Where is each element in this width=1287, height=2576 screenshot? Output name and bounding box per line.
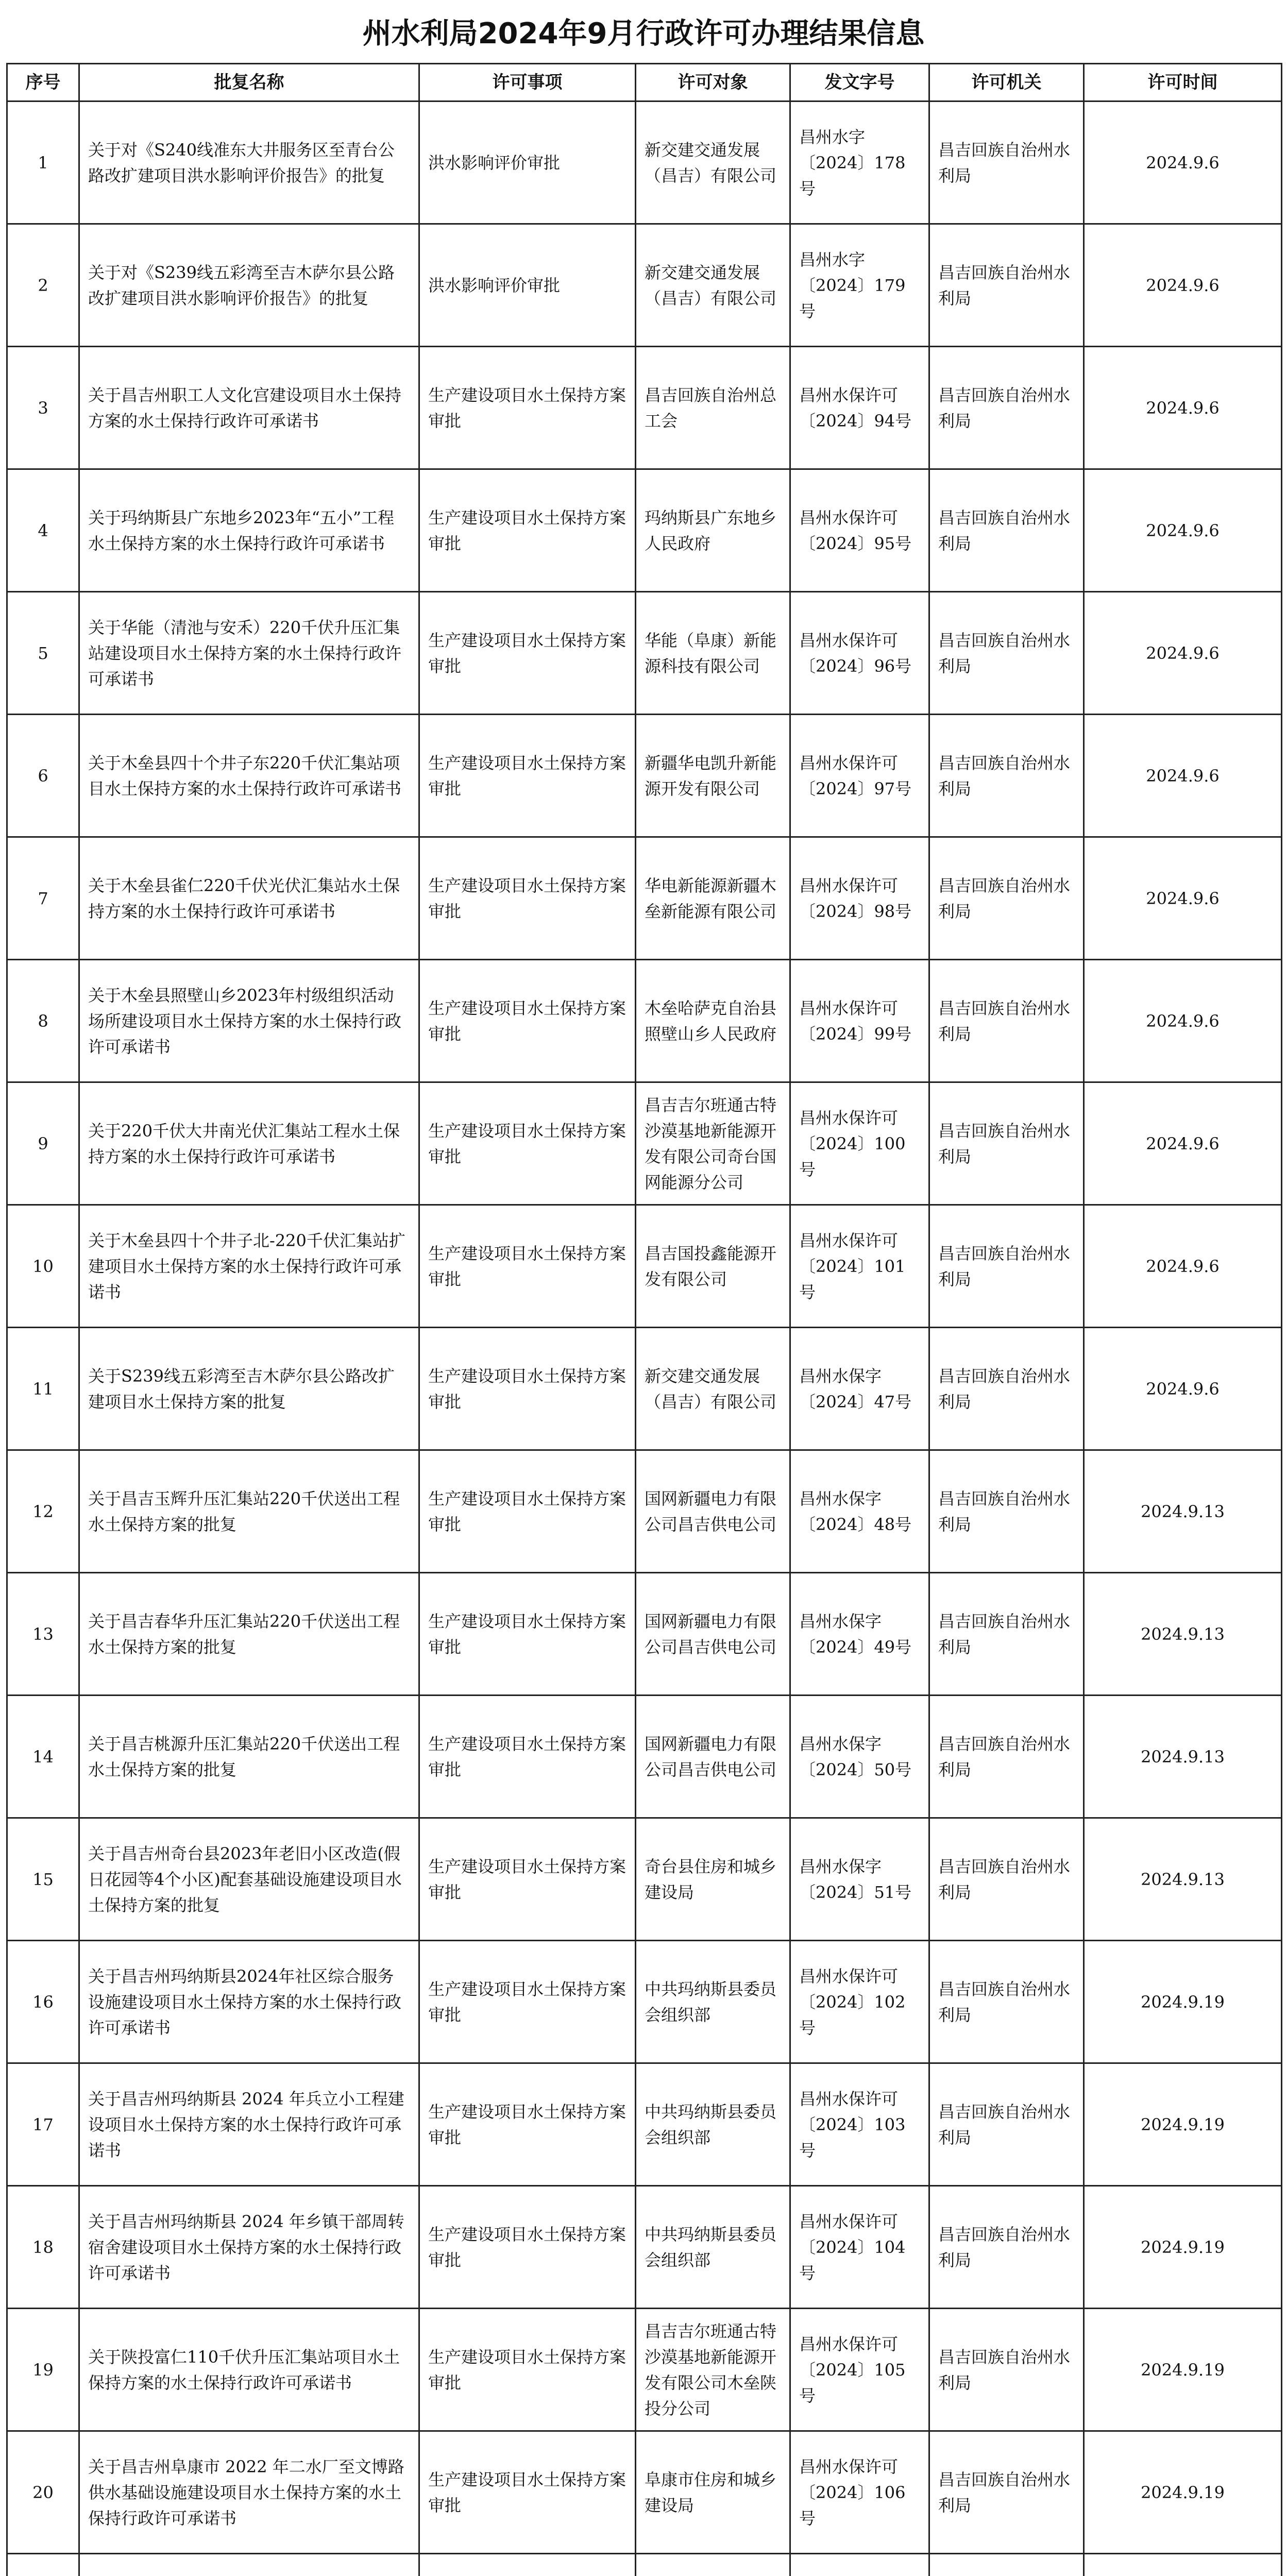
cell-no: 13 [7, 1573, 79, 1696]
table-row [7, 1328, 1282, 1450]
cell-no: 17 [7, 2063, 79, 2186]
cell-no: 8 [7, 960, 79, 1082]
cell-approval-name: 关于对《S240线准东大井服务区至青台公路改扩建项目洪水影响评价报告》的批复 [79, 101, 419, 224]
cell-permit-authority: 昌吉回族自治州水利局 [929, 1573, 1084, 1696]
cell-document-number: 昌州水保许可〔2024〕98号 [790, 837, 929, 960]
cell-permit-item: 洪水影响评价审批 [419, 224, 636, 347]
cell-permit-date: 2024.9.13 [1084, 1450, 1282, 1573]
cell-permit-item: 生产建设项目水土保持方案审批 [419, 2186, 636, 2309]
cell-permit-target [636, 2554, 790, 2576]
cell-permit-target: 国网新疆电力有限公司昌吉供电公司 [636, 1696, 790, 1818]
cell-permit-target: 国网新疆电力有限公司昌吉供电公司 [636, 1450, 790, 1573]
table-row [7, 2309, 1282, 2431]
cell-permit-target: 国网新疆电力有限公司昌吉供电公司 [636, 1573, 790, 1696]
cell-no: 14 [7, 1696, 79, 1818]
cell-approval-name: 关于木垒县四十个井子东220千伏汇集站项目水土保持方案的水土保持行政许可承诺书 [79, 715, 419, 837]
cell-permit-item: 生产建设项目水土保持方案审批 [419, 1082, 636, 1205]
cell-document-number [790, 2554, 929, 2576]
cell-permit-authority: 昌吉回族自治州水利局 [929, 2063, 1084, 2186]
cell-permit-item: 生产建设项目水土保持方案审批 [419, 1941, 636, 2063]
table-row [7, 2063, 1282, 2186]
cell-permit-date: 2024.9.19 [1084, 2309, 1282, 2431]
cell-approval-name: 关于陕投富仁110千伏升压汇集站项目水土保持方案的水土保持行政许可承诺书 [79, 2309, 419, 2431]
cell-approval-name: 关于木垒县照壁山乡2023年村级组织活动场所建设项目水土保持方案的水土保持行政许可承诺书 [79, 960, 419, 1082]
cell-permit-item: 生产建设项目水土保持方案审批 [419, 1450, 636, 1573]
header-target: 许可对象 [636, 64, 790, 101]
cell-permit-item: 生产建设项目水土保持方案审批 [419, 347, 636, 469]
cell-permit-authority: 昌吉回族自治州水利局 [929, 2186, 1084, 2309]
cell-permit-target: 中共玛纳斯县委员会组织部 [636, 2186, 790, 2309]
cell-permit-target: 玛纳斯县广东地乡人民政府 [636, 469, 790, 592]
cell-permit-date: 2024.9.6 [1084, 837, 1282, 960]
cell-document-number: 昌州水保字〔2024〕50号 [790, 1696, 929, 1818]
cell-no: 19 [7, 2309, 79, 2431]
table-row [7, 1205, 1282, 1328]
header-date: 许可时间 [1084, 64, 1282, 101]
cell-permit-authority: 昌吉回族自治州水利局 [929, 347, 1084, 469]
cell-permit-date: 2024.9.13 [1084, 1696, 1282, 1818]
cell-document-number: 昌州水保字〔2024〕47号 [790, 1328, 929, 1450]
cell-document-number: 昌州水保许可〔2024〕95号 [790, 469, 929, 592]
cell-approval-name: 关于S239线五彩湾至吉木萨尔县公路改扩建项目水土保持方案的批复 [79, 1328, 419, 1450]
cell-permit-target: 昌吉回族自治州总工会 [636, 347, 790, 469]
cell-permit-item: 生产建设项目水土保持方案审批 [419, 1328, 636, 1450]
cell-no: 20 [7, 2431, 79, 2554]
cell-permit-target: 昌吉国投鑫能源开发有限公司 [636, 1205, 790, 1328]
cell-document-number: 昌州水保许可〔2024〕102号 [790, 1941, 929, 2063]
cell-permit-target: 中共玛纳斯县委员会组织部 [636, 1941, 790, 2063]
cell-permit-target: 华能（阜康）新能源科技有限公司 [636, 592, 790, 715]
cell-permit-item: 生产建设项目水土保持方案审批 [419, 837, 636, 960]
cell-document-number: 昌州水字〔2024〕178号 [790, 101, 929, 224]
cell-document-number: 昌州水保许可〔2024〕104号 [790, 2186, 929, 2309]
cell-permit-authority: 昌吉回族自治州水利局 [929, 2431, 1084, 2554]
cell-permit-item: 生产建设项目水土保持方案审批 [419, 715, 636, 837]
cell-approval-name: 关于昌吉州玛纳斯县 2024 年乡镇干部周转宿舍建设项目水土保持方案的水土保持行政许可承诺书 [79, 2186, 419, 2309]
cell-permit-target: 中共玛纳斯县委员会组织部 [636, 2063, 790, 2186]
table-row [7, 469, 1282, 592]
cell-approval-name: 关于木垒县四十个井子北-220千伏汇集站扩建项目水土保持方案的水土保持行政许可承诺书 [79, 1205, 419, 1328]
header-name: 批复名称 [79, 64, 419, 101]
cell-permit-target: 奇台县住房和城乡建设局 [636, 1818, 790, 1941]
cell-permit-item: 生产建设项目水土保持方案审批 [419, 1818, 636, 1941]
cell-document-number: 昌州水保许可〔2024〕96号 [790, 592, 929, 715]
cell-permit-item: 生产建设项目水土保持方案审批 [419, 2431, 636, 2554]
cell-approval-name: 关于昌吉春华升压汇集站220千伏送出工程水土保持方案的批复 [79, 1573, 419, 1696]
cell-approval-name: 关于木垒县雀仁220千伏光伏汇集站水土保持方案的水土保持行政许可承诺书 [79, 837, 419, 960]
cell-approval-name: 关于对《S239线五彩湾至吉木萨尔县公路改扩建项目洪水影响评价报告》的批复 [79, 224, 419, 347]
table-row [7, 2554, 1282, 2576]
table-body [7, 101, 1282, 2576]
cell-approval-name: 关于华能（清池与安禾）220千伏升压汇集站建设项目水土保持方案的水土保持行政许可承诺书 [79, 592, 419, 715]
cell-permit-authority: 昌吉回族自治州水利局 [929, 1082, 1084, 1205]
cell-approval-name: 关于玛纳斯县广东地乡2023年“五小”工程水土保持方案的水土保持行政许可承诺书 [79, 469, 419, 592]
cell-no: 16 [7, 1941, 79, 2063]
cell-permit-authority: 昌吉回族自治州水利局 [929, 224, 1084, 347]
cell-approval-name: 关于220千伏大井南光伏汇集站工程水土保持方案的水土保持行政许可承诺书 [79, 1082, 419, 1205]
cell-permit-item: 生产建设项目水土保持方案审批 [419, 1696, 636, 1818]
cell-permit-authority: 昌吉回族自治州水利局 [929, 101, 1084, 224]
table-row [7, 1450, 1282, 1573]
cell-document-number: 昌州水保许可〔2024〕103号 [790, 2063, 929, 2186]
table-row [7, 1082, 1282, 1205]
cell-permit-date: 2024.9.13 [1084, 1573, 1282, 1696]
cell-permit-target: 新疆华电凯升新能源开发有限公司 [636, 715, 790, 837]
cell-permit-authority: 昌吉回族自治州水利局 [929, 469, 1084, 592]
cell-approval-name: 关于昌吉玉辉升压汇集站220千伏送出工程水土保持方案的批复 [79, 1450, 419, 1573]
cell-permit-target: 木垒哈萨克自治县照壁山乡人民政府 [636, 960, 790, 1082]
cell-permit-date: 2024.9.6 [1084, 1328, 1282, 1450]
cell-no: 15 [7, 1818, 79, 1941]
cell-permit-item [419, 2554, 636, 2576]
cell-no: 7 [7, 837, 79, 960]
cell-permit-date: 2024.9.13 [1084, 1818, 1282, 1941]
table-row [7, 1573, 1282, 1696]
cell-approval-name: 关于昌吉州阜康市 2022 年二水厂至文博路供水基础设施建设项目水土保持方案的水土保持行政许可承诺书 [79, 2431, 419, 2554]
table-row [7, 101, 1282, 224]
cell-permit-authority: 昌吉回族自治州水利局 [929, 1450, 1084, 1573]
table-row [7, 1941, 1282, 2063]
cell-no: 12 [7, 1450, 79, 1573]
cell-no: 3 [7, 347, 79, 469]
cell-document-number: 昌州水保许可〔2024〕101号 [790, 1205, 929, 1328]
cell-approval-name [79, 2554, 419, 2576]
permit-results-table [6, 63, 1282, 2576]
cell-approval-name: 关于昌吉州奇台县2023年老旧小区改造(假日花园等4个小区)配套基础设施建设项目水土保持方案的批复 [79, 1818, 419, 1941]
cell-permit-date: 2024.9.6 [1084, 469, 1282, 592]
cell-permit-date: 2024.9.6 [1084, 1082, 1282, 1205]
cell-permit-authority: 昌吉回族自治州水利局 [929, 960, 1084, 1082]
cell-permit-item: 生产建设项目水土保持方案审批 [419, 2063, 636, 2186]
cell-no [7, 2554, 79, 2576]
table-row [7, 224, 1282, 347]
cell-permit-authority: 昌吉回族自治州水利局 [929, 592, 1084, 715]
header-row [7, 64, 1282, 101]
cell-permit-item: 生产建设项目水土保持方案审批 [419, 592, 636, 715]
cell-permit-date: 2024.9.19 [1084, 2186, 1282, 2309]
cell-permit-target: 新交建交通发展（昌吉）有限公司 [636, 101, 790, 224]
cell-permit-target: 新交建交通发展（昌吉）有限公司 [636, 1328, 790, 1450]
cell-permit-item: 洪水影响评价审批 [419, 101, 636, 224]
cell-no: 1 [7, 101, 79, 224]
cell-document-number: 昌州水字〔2024〕179号 [790, 224, 929, 347]
cell-permit-authority [929, 2554, 1084, 2576]
cell-no: 9 [7, 1082, 79, 1205]
cell-permit-date: 2024.9.19 [1084, 1941, 1282, 2063]
cell-approval-name: 关于昌吉州职工人文化宫建设项目水土保持方案的水土保持行政许可承诺书 [79, 347, 419, 469]
cell-permit-authority: 昌吉回族自治州水利局 [929, 1328, 1084, 1450]
cell-permit-authority: 昌吉回族自治州水利局 [929, 1205, 1084, 1328]
cell-permit-date: 2024.9.19 [1084, 2431, 1282, 2554]
table-row [7, 837, 1282, 960]
table-row [7, 960, 1282, 1082]
cell-permit-item: 生产建设项目水土保持方案审批 [419, 960, 636, 1082]
cell-document-number: 昌州水保字〔2024〕48号 [790, 1450, 929, 1573]
cell-no: 10 [7, 1205, 79, 1328]
table-row [7, 592, 1282, 715]
table-row [7, 2186, 1282, 2309]
cell-document-number: 昌州水保许可〔2024〕97号 [790, 715, 929, 837]
cell-permit-item: 生产建设项目水土保持方案审批 [419, 2309, 636, 2431]
cell-document-number: 昌州水保许可〔2024〕106号 [790, 2431, 929, 2554]
cell-permit-date: 2024.9.6 [1084, 960, 1282, 1082]
table-row [7, 715, 1282, 837]
cell-permit-date [1084, 2554, 1282, 2576]
header-no: 序号 [7, 64, 79, 101]
cell-no: 18 [7, 2186, 79, 2309]
table-row [7, 2431, 1282, 2554]
cell-approval-name: 关于昌吉州玛纳斯县2024年社区综合服务设施建设项目水土保持方案的水土保持行政许可承诺书 [79, 1941, 419, 2063]
cell-permit-authority: 昌吉回族自治州水利局 [929, 1941, 1084, 2063]
cell-no: 2 [7, 224, 79, 347]
cell-document-number: 昌州水保许可〔2024〕99号 [790, 960, 929, 1082]
cell-no: 11 [7, 1328, 79, 1450]
cell-permit-item: 生产建设项目水土保持方案审批 [419, 1573, 636, 1696]
page-title: 州水利局2024年9月行政许可办理结果信息 [362, 17, 925, 50]
cell-permit-date: 2024.9.6 [1084, 592, 1282, 715]
cell-permit-authority: 昌吉回族自治州水利局 [929, 837, 1084, 960]
cell-permit-authority: 昌吉回族自治州水利局 [929, 1818, 1084, 1941]
cell-permit-target: 阜康市住房和城乡建设局 [636, 2431, 790, 2554]
header-item: 许可事项 [419, 64, 636, 101]
cell-document-number: 昌州水保字〔2024〕49号 [790, 1573, 929, 1696]
cell-permit-target: 华电新能源新疆木垒新能源有限公司 [636, 837, 790, 960]
cell-permit-date: 2024.9.6 [1084, 224, 1282, 347]
cell-approval-name: 关于昌吉桃源升压汇集站220千伏送出工程水土保持方案的批复 [79, 1696, 419, 1818]
cell-no: 4 [7, 469, 79, 592]
table-row [7, 1696, 1282, 1818]
cell-permit-authority: 昌吉回族自治州水利局 [929, 715, 1084, 837]
cell-no: 6 [7, 715, 79, 837]
cell-approval-name: 关于昌吉州玛纳斯县 2024 年兵立小工程建设项目水土保持方案的水土保持行政许可承诺书 [79, 2063, 419, 2186]
cell-permit-date: 2024.9.6 [1084, 101, 1282, 224]
cell-permit-item: 生产建设项目水土保持方案审批 [419, 469, 636, 592]
cell-permit-item: 生产建设项目水土保持方案审批 [419, 1205, 636, 1328]
cell-permit-date: 2024.9.6 [1084, 715, 1282, 837]
cell-permit-date: 2024.9.19 [1084, 2063, 1282, 2186]
cell-permit-target: 昌吉吉尔班通古特沙漠基地新能源开发有限公司奇台国网能源分公司 [636, 1082, 790, 1205]
cell-document-number: 昌州水保许可〔2024〕105号 [790, 2309, 929, 2431]
cell-permit-authority: 昌吉回族自治州水利局 [929, 2309, 1084, 2431]
header-doc: 发文字号 [790, 64, 929, 101]
table-row [7, 1818, 1282, 1941]
cell-permit-date: 2024.9.6 [1084, 347, 1282, 469]
header-org: 许可机关 [929, 64, 1084, 101]
table-row [7, 347, 1282, 469]
cell-document-number: 昌州水保许可〔2024〕94号 [790, 347, 929, 469]
cell-permit-target: 昌吉吉尔班通古特沙漠基地新能源开发有限公司木垒陕投分公司 [636, 2309, 790, 2431]
cell-permit-authority: 昌吉回族自治州水利局 [929, 1696, 1084, 1818]
cell-permit-target: 新交建交通发展（昌吉）有限公司 [636, 224, 790, 347]
cell-document-number: 昌州水保许可〔2024〕100号 [790, 1082, 929, 1205]
cell-no: 5 [7, 592, 79, 715]
cell-permit-date: 2024.9.6 [1084, 1205, 1282, 1328]
cell-document-number: 昌州水保字〔2024〕51号 [790, 1818, 929, 1941]
